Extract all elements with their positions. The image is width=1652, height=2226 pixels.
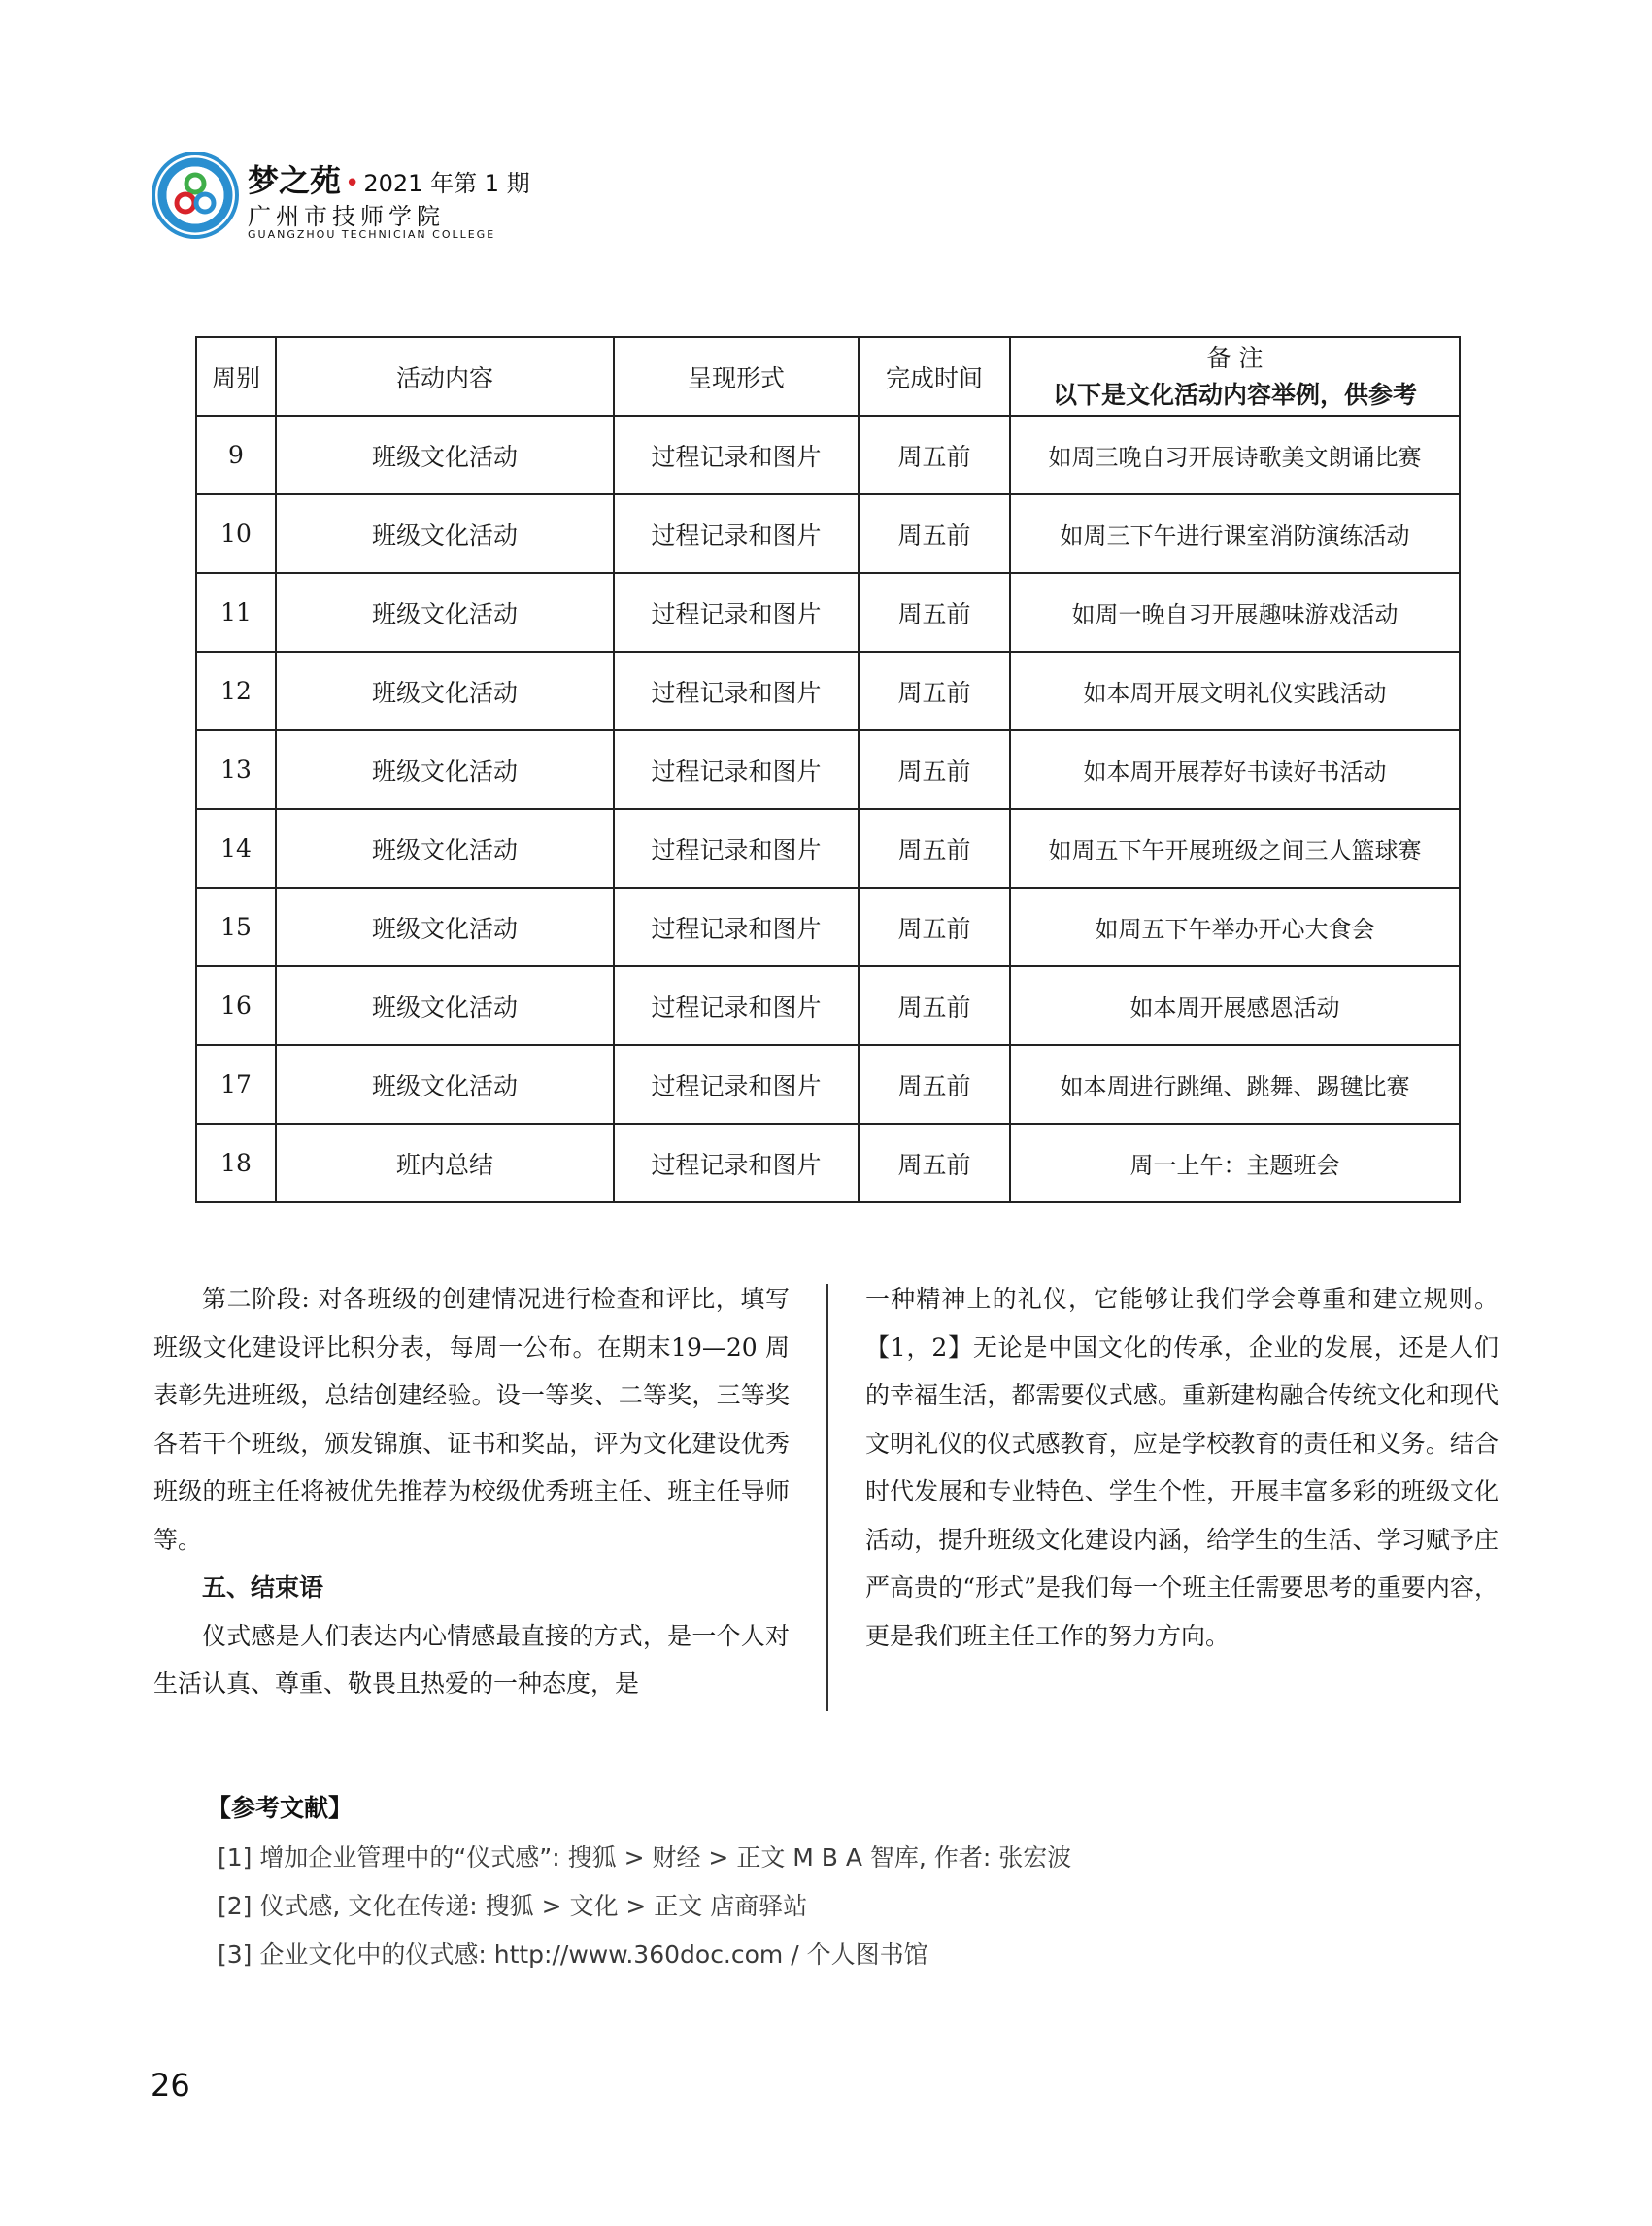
magazine-title — [248, 156, 530, 201]
cell-format: 过程记录和图片 — [614, 809, 859, 888]
table-row — [196, 652, 1460, 730]
cell-note: 如周三晚自习开展诗歌美文朗诵比赛 — [1010, 416, 1460, 494]
header-note-subtitle: 以下是文化活动内容举例，供参考 — [1052, 380, 1417, 409]
stage-two-paragraph: 第二阶段: 对各班级的创建情况进行检查和评比，填写班级文化建设评比积分表，每周一公布。在期末19—20 周表彰先进班级，总结创建经验。设一等奖、二等奖，三等奖各若干个班级，颁发锦旗、证书和奖品，评为文化建设优秀班级的班主任将被优先推荐为校级优秀班主任、班主任导师等。 — [153, 1285, 790, 1554]
cell-deadline: 周五前 — [859, 494, 1010, 573]
table-row — [196, 966, 1460, 1045]
cell-deadline: 周五前 — [859, 652, 1010, 730]
reference-item: [3] 企业文化中的仪式感: http://www.360doc.com / 个人图书馆 — [218, 1940, 928, 1969]
conclusion-paragraph-start: 仪式感是人们表达内心情感最直接的方式，是一个人对生活认真、尊重、敬畏且热爱的一种态度，是 — [153, 1621, 790, 1698]
cell-activity: 班级文化活动 — [276, 809, 614, 888]
cell-activity: 班级文化活动 — [276, 494, 614, 573]
cell-deadline: 周五前 — [859, 1045, 1010, 1124]
header-note — [1010, 337, 1460, 416]
cell-note: 如本周进行跳绳、跳舞、踢毽比赛 — [1010, 1045, 1460, 1124]
cell-week: 15 — [196, 888, 276, 966]
cell-week: 11 — [196, 573, 276, 652]
cell-week: 17 — [196, 1045, 276, 1124]
cell-week: 13 — [196, 730, 276, 809]
table-header-row — [196, 337, 1460, 416]
cell-deadline: 周五前 — [859, 809, 1010, 888]
cell-activity: 班内总结 — [276, 1124, 614, 1202]
cell-note: 如本周开展感恩活动 — [1010, 966, 1460, 1045]
reference-item: [2] 仪式感, 文化在传递: 搜狐 > 文化 > 正文 店商驿站 — [218, 1892, 808, 1920]
header-activity: 活动内容 — [276, 337, 614, 416]
cell-note: 如周一晚自习开展趣味游戏活动 — [1010, 573, 1460, 652]
column-divider — [826, 1284, 828, 1711]
issue-label: 2021 年第 1 期 — [363, 170, 530, 197]
cell-format: 过程记录和图片 — [614, 1124, 859, 1202]
cell-deadline: 周五前 — [859, 416, 1010, 494]
table-row — [196, 494, 1460, 573]
cell-deadline: 周五前 — [859, 573, 1010, 652]
header-deadline: 完成时间 — [859, 337, 1010, 416]
body-right-column — [865, 1275, 1499, 1660]
table-row — [196, 1045, 1460, 1124]
cell-week: 14 — [196, 809, 276, 888]
header-note-title: 备 注 — [1206, 343, 1264, 372]
cell-activity: 班级文化活动 — [276, 416, 614, 494]
cell-format: 过程记录和图片 — [614, 652, 859, 730]
cell-note: 如周五下午举办开心大食会 — [1010, 888, 1460, 966]
references-title: 【参考文献】 — [207, 1794, 354, 1822]
cell-deadline: 周五前 — [859, 1124, 1010, 1202]
brand-separator: • — [345, 169, 360, 198]
cell-format: 过程记录和图片 — [614, 888, 859, 966]
cell-deadline: 周五前 — [859, 730, 1010, 809]
cell-week: 16 — [196, 966, 276, 1045]
cell-week: 18 — [196, 1124, 276, 1202]
page-header — [151, 151, 656, 248]
college-logo-icon — [151, 151, 240, 240]
cell-format: 过程记录和图片 — [614, 1045, 859, 1124]
cell-deadline: 周五前 — [859, 966, 1010, 1045]
cell-format: 过程记录和图片 — [614, 573, 859, 652]
cell-format: 过程记录和图片 — [614, 494, 859, 573]
college-name-cn: 广州市技师学院 — [248, 203, 445, 230]
cell-activity: 班级文化活动 — [276, 652, 614, 730]
cell-format: 过程记录和图片 — [614, 966, 859, 1045]
cell-note: 如周三下午进行课室消防演练活动 — [1010, 494, 1460, 573]
cell-activity: 班级文化活动 — [276, 966, 614, 1045]
cell-note: 周一上午：主题班会 — [1010, 1124, 1460, 1202]
cell-activity: 班级文化活动 — [276, 1045, 614, 1124]
cell-week: 12 — [196, 652, 276, 730]
cell-note: 如本周开展荐好书读好书活动 — [1010, 730, 1460, 809]
cell-week: 9 — [196, 416, 276, 494]
reference-item: [1] 增加企业管理中的“仪式感”: 搜狐 > 财经 > 正文 M B A 智库, 作者: 张宏波 — [218, 1843, 1072, 1872]
college-name-en: GUANGZHOU TECHNICIAN COLLEGE — [248, 228, 496, 241]
cell-week: 10 — [196, 494, 276, 573]
table-row — [196, 730, 1460, 809]
references-list — [218, 1834, 1071, 1979]
cell-note: 如周五下午开展班级之间三人篮球赛 — [1010, 809, 1460, 888]
brand-name: 梦之苑 — [248, 162, 342, 199]
conclusion-paragraph-continued: 一种精神上的礼仪，它能够让我们学会尊重和建立规则。【1，2】无论是中国文化的传承，企业的发展，还是人们的幸福生活，都需要仪式感。重新建构融合传统文化和现代文明礼仪的仪式感教育，应是学校教育的责任和义务。结合时代发展和专业特色、学生个性，开展丰富多彩的班级文化活动，提升班级文化建设内涵，给学生的生活、学习赋予庄严高贵的“形式”是我们每一个班主任需要思考的重要内容，更是我们班主任工作的努力方向。 — [865, 1285, 1499, 1650]
page-number: 26 — [151, 2067, 190, 2104]
table-row — [196, 888, 1460, 966]
section-heading-conclusion: 五、结束语 — [202, 1573, 324, 1602]
table-row — [196, 416, 1460, 494]
header-week: 周别 — [196, 337, 276, 416]
cell-activity: 班级文化活动 — [276, 730, 614, 809]
cell-deadline: 周五前 — [859, 888, 1010, 966]
body-left-column — [153, 1275, 790, 1708]
table-row — [196, 1124, 1460, 1202]
cell-note: 如本周开展文明礼仪实践活动 — [1010, 652, 1460, 730]
table-row — [196, 573, 1460, 652]
cell-activity: 班级文化活动 — [276, 573, 614, 652]
cell-activity: 班级文化活动 — [276, 888, 614, 966]
table-row — [196, 809, 1460, 888]
activity-schedule-table — [195, 336, 1461, 1203]
cell-format: 过程记录和图片 — [614, 730, 859, 809]
header-format: 呈现形式 — [614, 337, 859, 416]
cell-format: 过程记录和图片 — [614, 416, 859, 494]
